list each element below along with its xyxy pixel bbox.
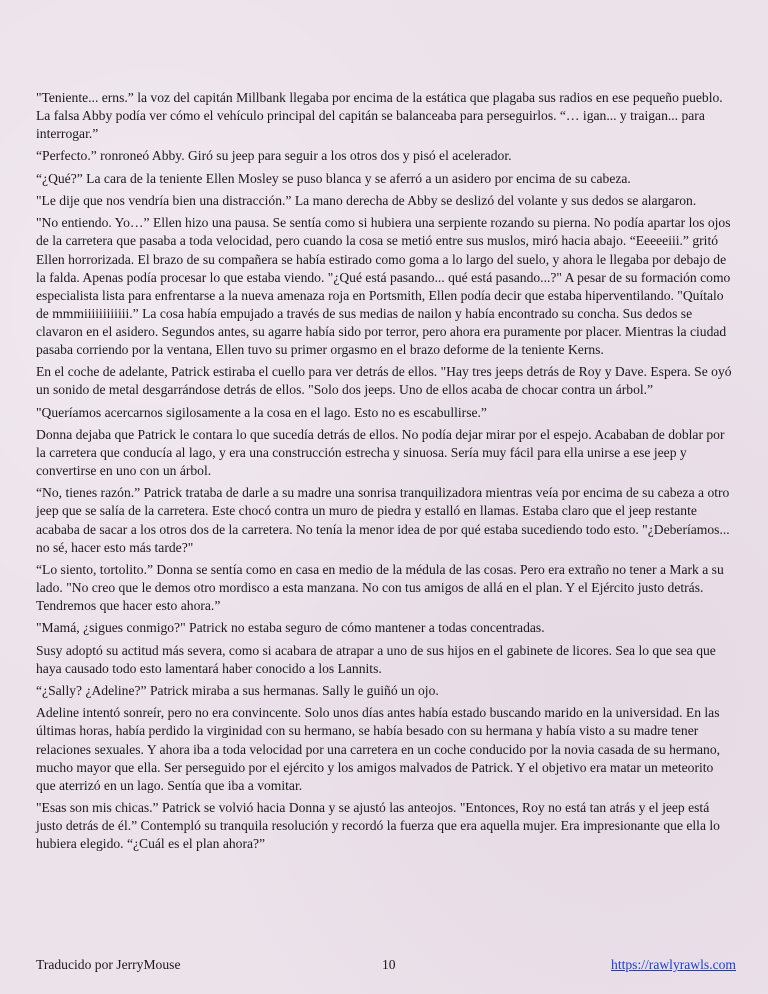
paragraph: "Teniente... erns.” la voz del capitán Millbank llegaba por encima de la estática que plagaba sus radios en ese pequeño pueblo. La falsa Abby podía ver cómo el vehículo principal del capitán se balanceaba para perseguirlos. “… igan... y traigan... para interrogar.”	[36, 90, 723, 142]
page-number: 10	[382, 957, 396, 972]
site-link[interactable]: https://rawlyrawls.com	[611, 957, 736, 972]
paragraph: “¿Qué?” La cara de la teniente Ellen Mosley se puso blanca y se aferró a un asidero por encima de su cabeza.	[36, 170, 631, 186]
paragraph: “No, tienes razón.” Patrick trataba de darle a su madre una sonrisa tranquilizadora mientras veía por encima de su cabeza a otro jeep que se salía de la carretera. Este chocó contra un muro de piedra y estalló en llamas. Estaba claro que el jeep restante acababa de sacar a los otros dos de la carretera. No tenía la menor idea de por qué estaba sucediendo todo esto. "¿Deberíamos... no sé, hacer esto más tarde?"	[36, 485, 730, 555]
paragraph: En el coche de adelante, Patrick estiraba el cuello para ver detrás de ellos. "Hay tres jeeps detrás de Roy y Dave. Espera. Se oyó un sonido de metal desgarrándose detrás de ellos. "Solo dos jeeps. Uno de ellos acaba de chocar contra un árbol.”	[36, 364, 732, 398]
paragraph: "Queríamos acercarnos sigilosamente a la cosa en el lago. Esto no es escabullirse.”	[36, 404, 487, 420]
page-footer	[36, 957, 736, 977]
paragraph: "Mamá, ¿sigues conmigo?" Patrick no estaba seguro de cómo mantener a todas concentradas.	[36, 620, 545, 636]
document-page	[36, 89, 736, 857]
paragraph: “Perfecto.” ronroneó Abby. Giró su jeep para seguir a los otros dos y pisó el acelerador.	[36, 148, 512, 164]
paragraph: Adeline intentó sonreír, pero no era convincente. Solo unos días antes había estado buscando marido en la universidad. En las últimas horas, había perdido la virginidad con su hermano, se había besado con su hermana y había visto a su madre tener relaciones sexuales. Y ahora iba a toda velocidad por una carretera en un coche conducido por la novia casada de su hermano, mucho mayor que ella. Ser perseguido por el ejército y los amigos malvados de Patrick. Y el objetivo era matar un meteorito que aterrizó en un lago. Sentía que iba a vomitar.	[36, 705, 721, 793]
paragraph: "Esas son mis chicas.” Patrick se volvió hacia Donna y se ajustó las anteojos. "Entonces, Roy no está tan atrás y el jeep está justo detrás de él.” Contempló su tranquila resolución y recordó la fuerza que era aquella mujer. Era impresionante que ella lo hubiera elegido. “¿Cuál es el plan ahora?”	[36, 800, 720, 852]
paragraph: Donna dejaba que Patrick le contara lo que sucedía detrás de ellos. No podía dejar mirar por el espejo. Acababan de doblar por la carretera que conducía al lago, y era una construcción estrecha y sinuosa. Sería muy fácil para ella unirse a ese jeep y convertirse en uno con un árbol.	[36, 426, 725, 479]
paragraph: "Le dije que nos vendría bien una distracción.” La mano derecha de Abby se deslizó del volante y sus dedos se alargaron.	[36, 193, 697, 209]
translator-credit: Traducido por JerryMouse	[36, 957, 181, 972]
paragraph: “Lo siento, tortolito.” Donna se sentía como en casa en medio de la médula de las cosas. Pero era extraño no tener a Mark a su lado. "No creo que le demos otro mordisco a esta manzana. No con tus amigos de allá en el plan. Y el Ejército justo detrás. Tendremos que hacer esto ahora.”	[36, 561, 724, 614]
paragraph: Susy adoptó su actitud más severa, como si acabara de atrapar a uno de sus hijos en el gabinete de licores. Sea lo que sea que haya causado todo esto lamentará haber conocido a los Lannits.	[36, 642, 716, 676]
paragraph: "No entiendo. Yo…” Ellen hizo una pausa. Se sentía como si hubiera una serpiente rozando su pierna. No podía apartar los ojos de la carretera que pasaba a toda velocidad, pero cuando la cosa se metió entre sus muslos, miró hacia abajo. “Eeeeeiii.” gritó Ellen horrorizada. El brazo de su compañera se había estirado como goma a lo largo del suelo, y ahora le llegaba por debajo de la falda. Apenas podía procesar lo que estaba viendo. "¿Qué está pasando... qué está pasando...?" A pesar de su formación como especialista lista para enfrentarse a la nueva amenaza roja en Portsmith, Ellen podía decir que estaba hiperventilando. "Quítalo de mmmiiiiiiiiiiii.” La cosa había empujado a través de sus medias de nailon y había encontrado su concha. Sus dedos se clavaron en el asidero. Segundos antes, su agarre había sido por terror, pero ahora era puramente por placer. Mientras la ciudad pasaba corriendo por la ventana, Ellen tuvo su primer orgasmo en el brazo deforme de la teniente Kerns.	[36, 215, 731, 357]
paragraph: “¿Sally? ¿Adeline?” Patrick miraba a sus hermanas. Sally le guiñó un ojo.	[36, 683, 439, 699]
